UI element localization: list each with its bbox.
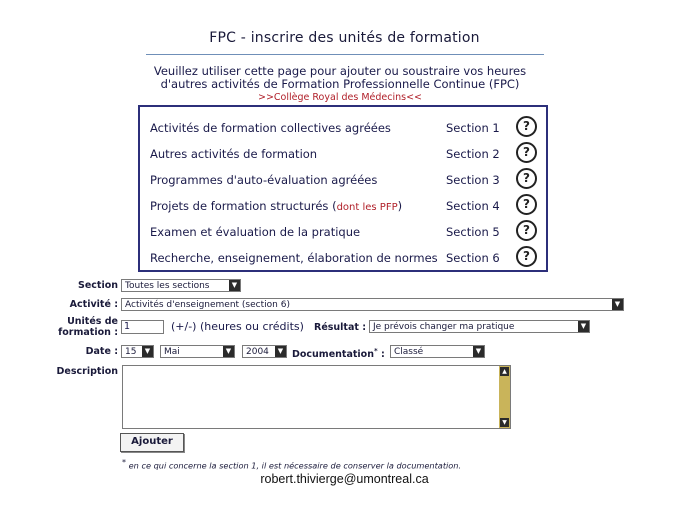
date-year-value: 2004 — [246, 347, 269, 357]
chevron-down-icon[interactable]: ▼ — [275, 346, 286, 357]
section-row-6 — [150, 246, 540, 272]
footnote — [122, 458, 461, 471]
section-number: Section 4 — [446, 199, 500, 213]
section-row-2 — [150, 142, 540, 168]
scrollbar[interactable] — [499, 366, 510, 428]
help-icon[interactable]: ? — [516, 194, 537, 215]
resultat-select-value: Je prévois changer ma pratique — [373, 322, 515, 332]
activite-select-value: Activités d'enseignement (section 6) — [125, 300, 290, 310]
scroll-down-icon[interactable]: ▼ — [500, 418, 509, 427]
date-field-label: Date : — [85, 346, 118, 357]
section-row-label: Recherche, enseignement, élaboration de normes — [150, 251, 438, 265]
ajouter-button[interactable]: Ajouter — [120, 433, 184, 452]
footnote-star: * — [122, 458, 126, 467]
section-row-1 — [150, 116, 540, 142]
chevron-down-icon[interactable]: ▼ — [223, 346, 234, 357]
chevron-down-icon[interactable]: ▼ — [578, 321, 589, 332]
college-link[interactable]: >>Collège Royal des Médecins<< — [258, 92, 422, 103]
documentation-star: * — [373, 347, 378, 355]
unites-field-label — [40, 316, 118, 338]
help-icon[interactable]: ? — [516, 246, 537, 267]
unites-label-line-1: Unités de — [67, 316, 118, 327]
section-row-label-start: Projets de formation structurés ( — [150, 199, 337, 213]
intro-text — [130, 65, 550, 91]
pfp-link[interactable]: dont les PFP — [336, 202, 398, 213]
documentation-colon: : — [380, 349, 385, 361]
chevron-down-icon[interactable]: ▼ — [473, 346, 484, 357]
documentation-select-value: Classé — [394, 347, 424, 357]
section-number: Section 5 — [446, 225, 500, 239]
date-month-select[interactable] — [160, 345, 235, 358]
section-row-4 — [150, 194, 540, 220]
date-day-value: 15 — [125, 347, 137, 357]
scroll-up-icon[interactable]: ▲ — [500, 367, 509, 376]
date-year-select[interactable] — [242, 345, 287, 358]
resultat-select[interactable] — [369, 320, 590, 333]
section-row-label: Activités de formation collectives agréées — [150, 121, 391, 135]
page-title: FPC - inscrire des unités de formation — [209, 30, 480, 46]
section-row-label: Programmes d'auto-évaluation agréées — [150, 173, 378, 187]
resultat-field-label: Résultat : — [314, 322, 367, 333]
section-row-label-end: ) — [397, 199, 403, 213]
section-row-5 — [150, 220, 540, 246]
section-number: Section 1 — [446, 121, 500, 135]
author-email: robert.thivierge@umontreal.ca — [260, 472, 429, 486]
section-number: Section 6 — [446, 251, 500, 265]
unites-hint: (+/-) (heures ou crédits) — [171, 320, 304, 333]
section-number: Section 3 — [446, 173, 500, 187]
description-field-label: Description — [56, 366, 118, 377]
documentation-field-label — [292, 347, 385, 360]
help-icon[interactable]: ? — [516, 142, 537, 163]
intro-line-1: Veuillez utiliser cette page pour ajouter ou soustraire vos heures — [153, 64, 527, 78]
section-row-label: Examen et évaluation de la pratique — [150, 225, 361, 239]
description-textarea[interactable] — [122, 365, 511, 429]
intro-line-2: d'autres activités de Formation Professionnelle Continue (FPC) — [160, 77, 520, 91]
help-icon[interactable]: ? — [516, 220, 537, 241]
chevron-down-icon[interactable]: ▼ — [229, 280, 240, 291]
section-select[interactable] — [121, 279, 241, 292]
help-icon[interactable]: ? — [516, 168, 537, 189]
chevron-down-icon[interactable]: ▼ — [612, 299, 623, 310]
documentation-select[interactable] — [390, 345, 485, 358]
section-row-label — [150, 199, 402, 213]
section-field-label: Section — [77, 280, 118, 291]
footnote-text: en ce qui concerne la section 1, il est nécessaire de conserver la documentation. — [128, 460, 462, 471]
date-month-value: Mai — [164, 347, 180, 357]
section-number: Section 2 — [446, 147, 500, 161]
documentation-label-text: Documentation — [292, 349, 374, 361]
title-divider — [146, 54, 544, 55]
section-select-value: Toutes les sections — [125, 281, 210, 291]
unites-input[interactable]: 1 — [121, 320, 164, 334]
activite-select[interactable] — [121, 298, 624, 311]
help-icon[interactable]: ? — [516, 116, 537, 137]
unites-label-line-2: formation : — [58, 327, 118, 338]
date-day-select[interactable] — [121, 345, 154, 358]
sections-box — [138, 105, 548, 272]
section-row-label: Autres activités de formation — [150, 147, 318, 161]
section-row-3 — [150, 168, 540, 194]
activite-field-label: Activité : — [69, 299, 118, 310]
chevron-down-icon[interactable]: ▼ — [142, 346, 153, 357]
